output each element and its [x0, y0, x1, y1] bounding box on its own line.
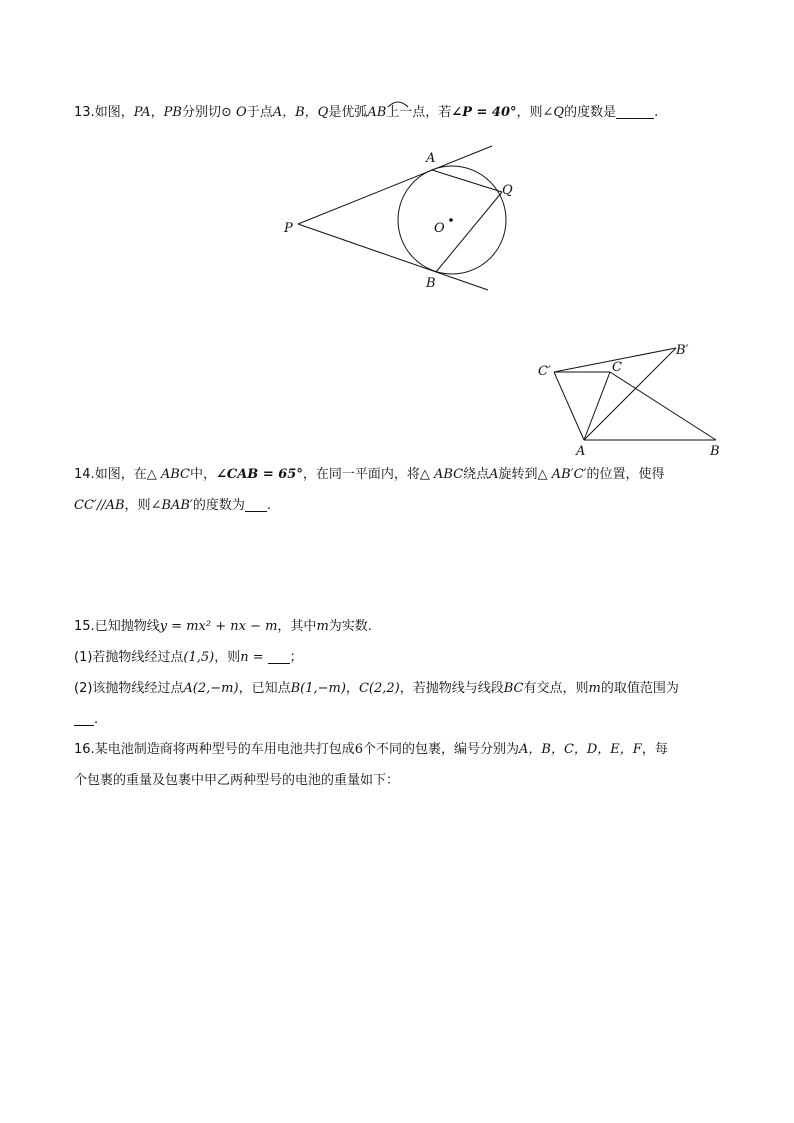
q13-text: ，则 [516, 105, 543, 120]
q16-line-1 [74, 740, 668, 760]
q14-text: 旋转到 [498, 467, 538, 482]
label-bp: B′ [676, 343, 689, 358]
q14-answer-blank[interactable] [245, 497, 267, 512]
q15-text: ，则 [214, 650, 241, 665]
q15-text: ； [289, 650, 303, 665]
label-a: A [426, 151, 436, 166]
center-dot [449, 218, 453, 222]
seg-a-cp [554, 372, 584, 440]
q13-text: . [654, 105, 659, 120]
q13-text: 于点 [246, 105, 273, 120]
q13-line [74, 103, 658, 123]
q13-math: ∠Q [542, 105, 565, 120]
q13-figure [270, 140, 513, 300]
q13-text: 分别切 [181, 105, 221, 120]
arc-mark [386, 98, 410, 108]
q15-text: (2)该抛物线经过点 [74, 681, 184, 696]
q15-text: 的取值范围为 [600, 681, 679, 696]
q16-text: 个包裹的重量及包裹中甲乙两种型号的电池的重量如下： [74, 773, 400, 788]
q15-math: n = [240, 650, 264, 665]
q14-text: 绕点 [463, 467, 490, 482]
q13-math: PB [163, 105, 182, 120]
seg-a-bp [584, 348, 676, 440]
q13-number: 13. [74, 105, 95, 120]
q15-text: ，已知点 [238, 681, 291, 696]
q14-text: 的度数为 [192, 498, 245, 513]
q16-text: 某电池制造商将两种型号的车用电池共打包成 [94, 742, 355, 757]
q14-figure [530, 338, 730, 462]
q13-text: 上一点，若 [386, 105, 452, 120]
q14-math: △ ABC [419, 467, 464, 482]
tangent-pa [298, 146, 492, 224]
q15-math: m [588, 681, 601, 696]
q14-text: . [266, 498, 272, 513]
q15-1-answer-blank[interactable] [268, 649, 290, 664]
q15-text: (1)若抛物线经过点 [74, 650, 184, 665]
q15-math: C(2,2) [358, 681, 400, 696]
q14-math: ∠CAB = 65° [215, 467, 303, 482]
q16-math: 6 [354, 742, 363, 757]
q13-math: ⊙ O [221, 105, 247, 120]
q15-line-2 [74, 648, 303, 668]
q13-text: 如图， [94, 105, 134, 120]
q14-text: 中， [189, 467, 216, 482]
q13-arc-ab: AB [367, 105, 387, 120]
q14-text: 如图，在 [94, 467, 147, 482]
q15-line-3 [74, 679, 679, 699]
label-a: A [576, 444, 586, 459]
q14-text: ，则 [124, 498, 151, 513]
q15-number: 15. [74, 619, 95, 634]
label-c: C [612, 360, 622, 375]
q14-line-1 [74, 465, 664, 485]
label-cp: C′ [538, 364, 551, 379]
q15-math: m [316, 619, 329, 634]
label-o: O [434, 221, 445, 236]
q15-math: y = mx² + nx − m [159, 619, 278, 634]
q14-text: ，在同一平面内，将 [302, 467, 420, 482]
q15-text: ，若抛物线与线段 [399, 681, 504, 696]
chord-aq [432, 170, 502, 192]
q15-text: 有交点，则 [523, 681, 589, 696]
q15-math: B(1,−m) [290, 681, 346, 696]
q15-text: . [94, 712, 99, 727]
label-q: Q [502, 183, 513, 198]
q15-math: (1,5) [183, 650, 215, 665]
q13-text: 是优弧 [328, 105, 368, 120]
q15-math: A(2,−m) [183, 681, 239, 696]
q14-text: 的位置，使得 [586, 467, 665, 482]
q15-line-1 [74, 617, 372, 637]
label-b: B [426, 276, 436, 291]
q15-text: ， [345, 681, 359, 696]
q14-line-2 [74, 496, 271, 516]
q14-math: ∠BAB′ [150, 498, 193, 513]
q15-text: 为实数. [328, 619, 372, 634]
q13-math: ∠P = 40° [451, 105, 517, 120]
q13-answer-blank[interactable] [616, 104, 654, 119]
label-b: B [710, 444, 720, 459]
q15-text: 已知抛物线 [94, 619, 160, 634]
chord-qb [436, 192, 502, 272]
q16-number: 16. [74, 742, 95, 757]
tangent-pb [298, 224, 488, 290]
q16-text: ，每 [641, 742, 668, 757]
q14-math: △ AB′C′ [537, 467, 587, 482]
q15-text: ，其中 [277, 619, 317, 634]
q16-line-2 [74, 771, 399, 791]
seg-a-c [584, 372, 610, 440]
q14-math: CC′//AB [74, 498, 125, 513]
label-p: P [284, 221, 293, 236]
q14-math: △ ABC [146, 467, 190, 482]
q15-math: BC [503, 681, 524, 696]
seg-c-b [610, 372, 716, 440]
q14-math: A [489, 467, 499, 482]
q16-text: 个不同的包裹，编号分别为 [362, 742, 519, 757]
q13-math: PA [133, 105, 151, 120]
q13-text: ， [150, 105, 164, 120]
q13-text: 的度数是 [564, 105, 617, 120]
q16-math: A，B，C，D，E，F [519, 742, 642, 757]
q15-line-4 [74, 710, 98, 730]
q15-2-answer-blank[interactable] [74, 711, 94, 726]
q14-number: 14. [74, 467, 95, 482]
q13-math: A，B，Q [272, 105, 329, 120]
